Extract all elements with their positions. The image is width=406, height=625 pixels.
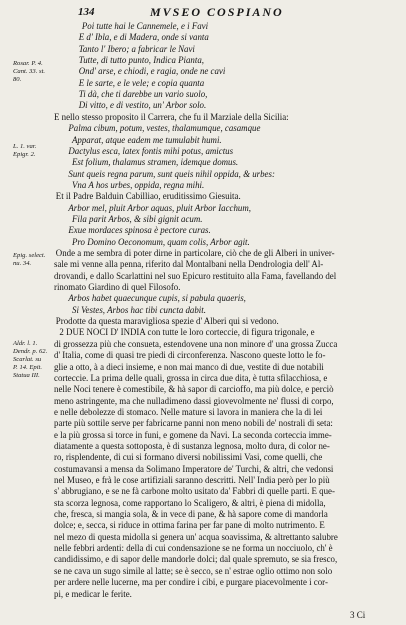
- text-line: Et il Padre Balduin Cabilliao, eruditissimo Giesuita.: [55, 191, 241, 202]
- margin-note: Rosar. P. 4. Cant. 33. st. 80.: [13, 60, 46, 83]
- text-line: glie a otto, à a dieci insieme, e non mai manco di due, vestite di due notabili: [54, 361, 324, 372]
- text-line: Prodotte da questa maravigliosa spezie d' Alberi qui si vedono.: [55, 316, 279, 327]
- page-number: 134: [78, 6, 95, 18]
- verse-line: E le sarte, e le vele; e copia quanta: [78, 77, 205, 88]
- verse-line: Poi tutte hai le Cannemele, e i Favi: [81, 21, 209, 31]
- margin-note: Epig. select. nu. 34.: [13, 252, 46, 267]
- text-line: dolce; e, secca, si riduce in ottima farina per far pane di molto nutrimento. E: [54, 520, 325, 531]
- verse-line: Arbor mel, pluit Arbor aquas, pluit Arbor Iacchum,: [68, 202, 251, 213]
- text-line: e la più grossa si torce in funi, e gomene da Navi. La seconda corteccia imme-: [54, 429, 332, 440]
- text-line: che, fresca, si mangia sola, & in vece di pane, & hà sapore come di mandorla: [54, 509, 328, 520]
- text-line: d' Italia, come di quasi tre piedi di circonferenza. Nascono queste lotto le fo-: [54, 350, 326, 361]
- text-line: meno astringente, ma che nulladimeno dassi giovevolmente ne' flussi di corpo,: [54, 395, 334, 406]
- text-line: s' abbrugiano, e se ne fà carbone molto usitato da' Fabbri di quelle parti. E que-: [54, 486, 335, 497]
- text-line: se ne cava un sugo simile al latte; se è secco, se n' estrae oglio ottimo non solo: [54, 565, 333, 576]
- text-line: nel Museo, e frà le cose artifiziali saranno descritti. Nell' India però per lo più: [54, 475, 330, 485]
- verse-line: Vna A hos urbes, oppida, regna mihi.: [72, 179, 205, 190]
- verse-line: Sunt queis regna parum, sunt queis nihil oppida, & urbes:: [68, 168, 275, 179]
- text-line: ro, risplendente, di cui si formano diversi nobilissimi Vasi, come quelli, che: [54, 452, 323, 463]
- text-line: drovandi, e dallo Scarlattini nel suo Epicuro restituito alla Fama, favellando del: [54, 270, 337, 281]
- text-line: parte più sottile serve per fabricarne panni non meno nobili de' nostrali di seta:: [54, 418, 333, 429]
- text-line: Onde a me sembra di poter dirne in particolare, ciò che de gli Alberi in univer-: [55, 248, 335, 258]
- verse-line: Est folium, thalamus stramen, idemque domus.: [72, 157, 239, 168]
- text-line: diatamente a questa sottoposta, è di sustanza legnosa, molto dura, di color ne-: [54, 440, 330, 451]
- margin-note: Aldr. l. 1. Dendr. p. 62. Scarlat. su P. 14. Epit. Statua III.: [13, 340, 48, 379]
- verse-line: Dactylus esca, latex fontis mihi potus, amictus: [68, 145, 234, 156]
- text-line: rinomato Giardino di quel Filosofo.: [54, 282, 181, 293]
- verse-line: Exue mordaces spinosa è pectore curas.: [68, 225, 211, 236]
- text-line: E nello stesso proposito il Carrera, che fu il Marziale della Sicilia:: [54, 111, 289, 122]
- text-line: pi, e medicar le ferite.: [54, 588, 132, 599]
- verse-line: Palma cibum, potum, vestes, thalamumque, casamque: [68, 123, 261, 134]
- page-header: [0, 4, 406, 20]
- text-line: corteccie. La prima delle quali, grossa in circa due dita, è tutta sfilacchiosa, e: [54, 372, 328, 383]
- verse-line: Si Vestes, Arbos hac tibi cuncta dabit.: [72, 304, 206, 315]
- verse-line: Fila parit Arbos, & sibi gignit acum.: [72, 213, 203, 224]
- text-line: sale mi venne alla penna, riferito dal Montalbani nella Dendrologia dell' Al-: [54, 259, 324, 270]
- catchword: 3 Ci: [350, 610, 366, 620]
- text-line: 2 DUE NOCI D' INDIA con tutte le loro corteccie, di figura trigonale, e: [59, 327, 315, 338]
- text-line: e nelle debolezze di stomaco. Nelle mature si lavora in maniera che la di lei: [54, 406, 323, 417]
- text-line: nel mezo di questa midolla si genera un' acqua soavissima, & altrettanto salubre: [54, 531, 338, 542]
- verse-line: Di vitto, e di vestito, un' Arbor solo.: [78, 100, 207, 111]
- text-line: nelle Noci tenere è comestibile, & hà sapor di carcioffo, ma più dolce, e perciò: [54, 384, 334, 395]
- verse-line: Ond' arse, e chiodi, e ragia, onde ne cavi: [78, 66, 226, 77]
- verse-line: Arbos habet quaecunque cupis, si pabula quaeris,: [68, 293, 246, 304]
- text-line: nelle febbri ardenti: della di cui condensazione se ne forma un nocciuolo, ch' è: [54, 543, 333, 554]
- verse-line: Pro Domino Oeconomum, quam colis, Arbor agit.: [72, 236, 250, 247]
- text-line: costumavansi a mensa da Solimano Imperatore de' Turchi, & altri, che vedonsi: [54, 463, 334, 474]
- text-line: sta scorza legnosa, come rapportano lo Scaligero, & altri, è piena di midolla,: [54, 497, 326, 508]
- running-title: MVSEO COSPIANO: [150, 5, 284, 19]
- text-line: candidissimo, e di sapor delle mandorle dolci; dal quale spremuto, se sia fresco,: [54, 554, 338, 565]
- text-line: per ardere nelle lucerne, ma per condire i cibi, e purgare piacevolmente i cor-: [54, 577, 328, 588]
- margin-note: L. 1. var. Epigr. 2.: [13, 143, 37, 158]
- verse-line: Ti dà, che ti darebbe un vario suolo,: [78, 89, 208, 100]
- verse-line: Apparat, atque eadem me tumulabit humi.: [72, 134, 222, 145]
- verse-line: Tanto l' Ibero; a fabricar le Navi: [78, 43, 195, 54]
- text-line: di grossezza più che consueta, estendovene una non minore d' una grossa Zucca: [54, 338, 338, 349]
- verse-line: Tutte, di tutto punto, Indica Pianta,: [78, 55, 204, 66]
- verse-line: E d' Ibla, e di Madera, onde si vanta: [78, 32, 209, 43]
